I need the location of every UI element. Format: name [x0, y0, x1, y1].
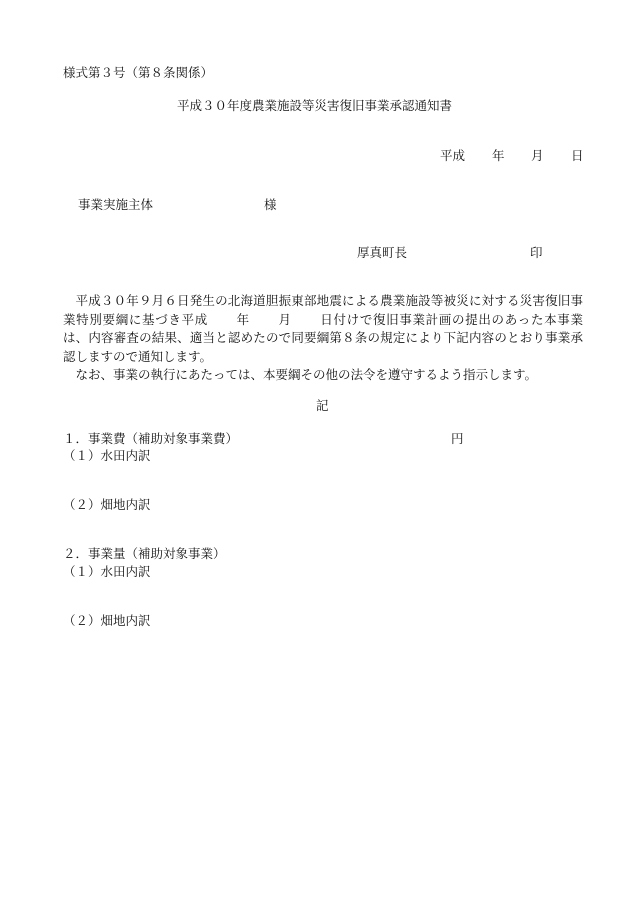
body-paragraph-2: なお、事業の執行にあたっては、本要綱その他の法令を遵守するよう指示します。	[75, 367, 538, 383]
date-month: 月	[531, 148, 544, 163]
date-day: 日	[571, 148, 584, 163]
section-1-item: （１）水田内訳	[63, 448, 151, 463]
recipient-honorific: 様	[264, 197, 277, 212]
issuer-name: 厚真町長	[357, 245, 408, 260]
ki-heading: 記	[316, 398, 329, 413]
body-text	[63, 292, 583, 385]
recipient-label: 事業実施主体	[78, 197, 154, 212]
body-paragraph-1: 平成３０年９月６日発生の北海道胆振東部地震による農業施設等被災に対する災害復旧事業特別要綱に基づき平成 年 月 日付けで復旧事業計画の提出のあった本事業は、内容審査の結果、適当と認めたので同要綱第８条の規定により下記内容のとおり事業承認しますので通知します。	[63, 293, 583, 364]
section-2-item: （１）水田内訳	[63, 564, 151, 579]
date-era: 平成	[440, 148, 466, 163]
section-2-title: ２．事業量（補助対象事業）	[63, 546, 226, 561]
section-1-title: １．事業費（補助対象事業費）	[63, 431, 239, 446]
seal-mark: 印	[530, 245, 543, 260]
section-2-item: （２）畑地内訳	[63, 613, 151, 628]
form-number: 様式第３号（第８条関係）	[63, 65, 214, 80]
document-title: 平成３０年度農業施設等災害復旧事業承認通知書	[177, 98, 453, 113]
section-1-item: （２）畑地内訳	[63, 497, 151, 512]
section-1-unit: 円	[451, 431, 464, 446]
date-year: 年	[492, 148, 505, 163]
